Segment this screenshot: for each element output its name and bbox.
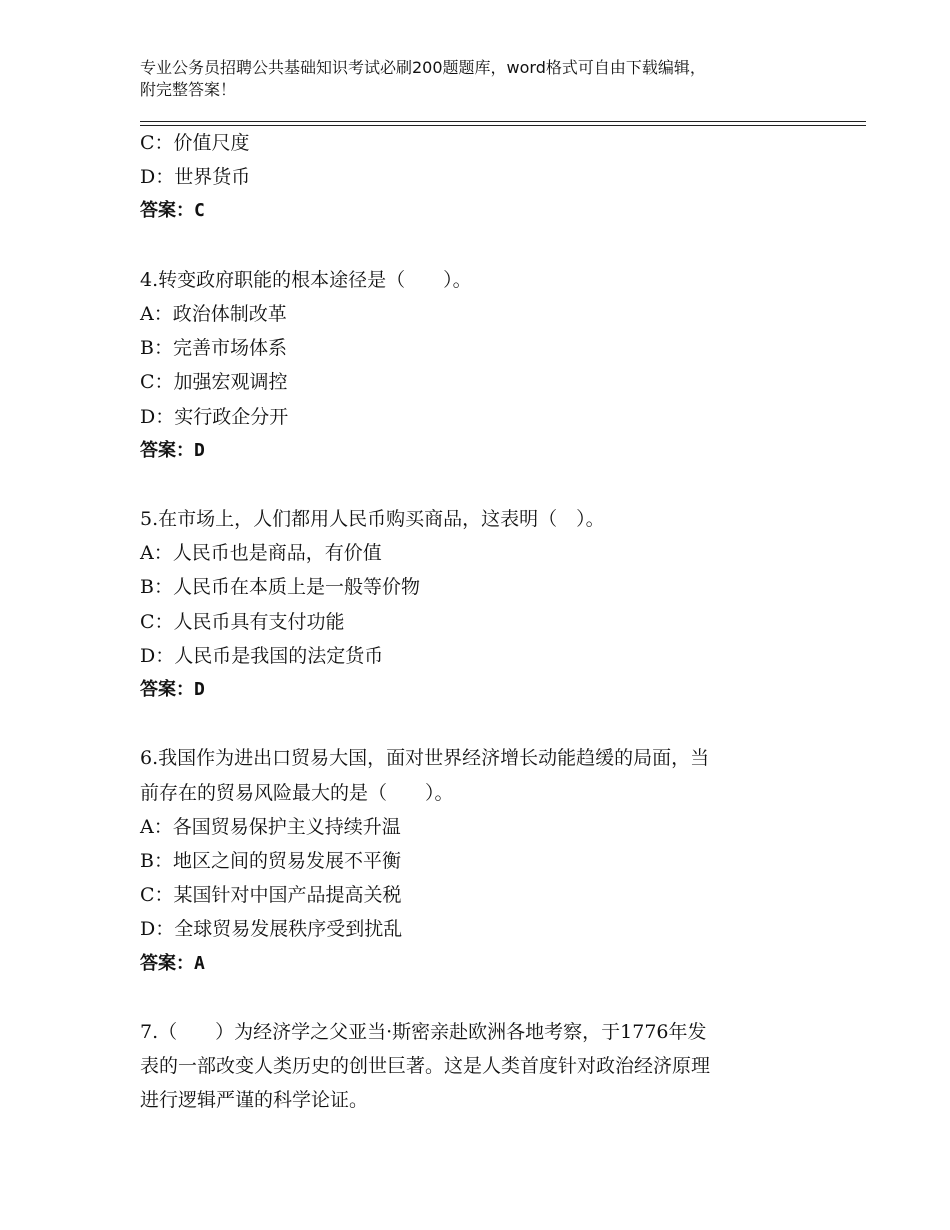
question-6-option-a: A：各国贸易保护主义持续升温 bbox=[140, 815, 401, 838]
question-4-option-a: A：政治体制改革 bbox=[140, 302, 287, 325]
question-6-option-b: B：地区之间的贸易发展不平衡 bbox=[140, 849, 401, 872]
question-4-option-b: B：完善市场体系 bbox=[140, 337, 287, 360]
question-content bbox=[140, 126, 820, 1117]
question-7-text-line-1: 7.（ ）为经济学之父亚当·斯密亲赴欧洲各地考察，于1776年发 bbox=[140, 1020, 707, 1043]
spacer bbox=[140, 707, 820, 741]
spacer bbox=[140, 468, 820, 502]
header-rule-top bbox=[140, 121, 866, 122]
spacer bbox=[140, 229, 820, 263]
question-5-option-c: C：人民币具有支付功能 bbox=[140, 610, 345, 633]
question-4-answer: 答案：D bbox=[140, 439, 205, 461]
question-6-answer: 答案：A bbox=[140, 952, 205, 974]
question-5-option-a: A：人民币也是商品，有价值 bbox=[140, 542, 382, 565]
spacer bbox=[140, 981, 820, 1015]
header-line-2: 附完整答案！ bbox=[140, 80, 237, 99]
question-4-option-d: D：实行政企分开 bbox=[140, 405, 289, 428]
question-6-option-d: D：全球贸易发展秩序受到扰乱 bbox=[140, 918, 403, 941]
question-7-text-line-3: 进行逻辑严谨的科学论证。 bbox=[140, 1089, 369, 1112]
option-c: C：价值尺度 bbox=[140, 132, 250, 154]
question-5-option-b: B：人民币在本质上是一般等价物 bbox=[140, 576, 420, 599]
question-6-text-line-2: 前存在的贸易风险最大的是（ ）。 bbox=[140, 781, 454, 804]
page-header bbox=[140, 57, 840, 101]
option-d: D：世界货币 bbox=[140, 166, 251, 189]
question-5-answer: 答案：D bbox=[140, 679, 205, 700]
question-7-text-line-2: 表的一部改变人类历史的创世巨著。这是人类首度针对政治经济原理 bbox=[140, 1055, 711, 1078]
question-6-text-line-1: 6.我国作为进出口贸易大国，面对世界经济增长动能趋缓的局面，当 bbox=[140, 747, 710, 770]
question-5-option-d: D：人民币是我国的法定货币 bbox=[140, 644, 384, 667]
question-4-option-c: C：加强宏观调控 bbox=[140, 371, 288, 394]
question-4-text: 4.转变政府职能的根本途径是（ ）。 bbox=[140, 268, 472, 291]
question-5-text: 5.在市场上，人们都用人民币购买商品，这表明（ ）。 bbox=[140, 508, 605, 531]
answer-line: 答案：C bbox=[140, 200, 205, 222]
header-line-1: 专业公务员招聘公共基础知识考试必刷200题题库，word格式可自由下载编辑， bbox=[140, 58, 706, 77]
question-6-option-c: C：某国针对中国产品提高关税 bbox=[140, 884, 402, 907]
